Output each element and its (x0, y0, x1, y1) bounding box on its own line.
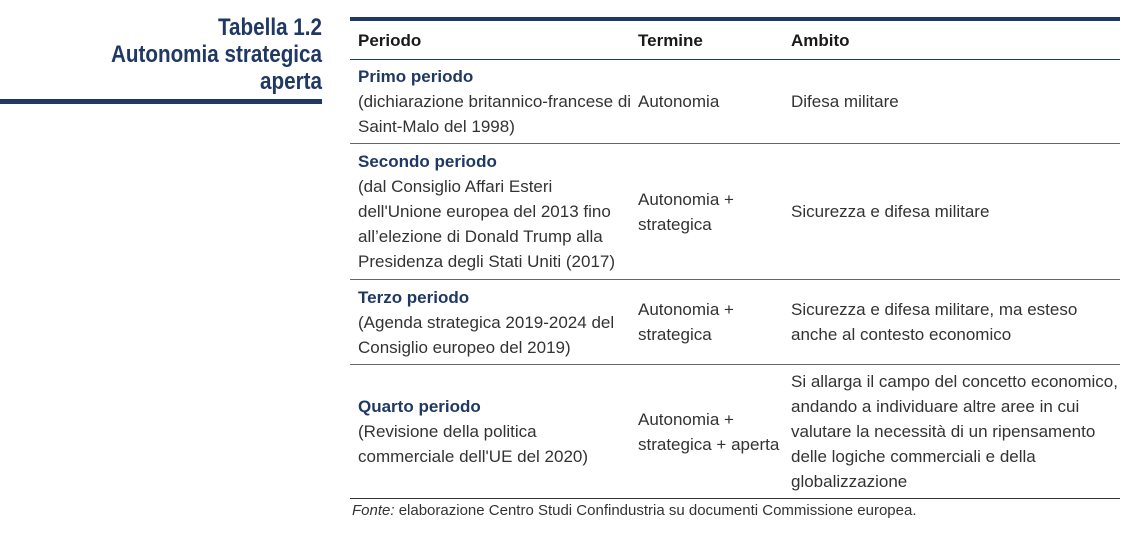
period-cell (350, 365, 636, 499)
period-description: (Revisione della politica commerciale dell'UE del 2020) (358, 422, 589, 466)
source-text: elaborazione Centro Studi Confindustria su documenti Commissione europea. (394, 502, 917, 519)
period-description: (dal Consiglio Affari Esteri dell'Unione europea del 2013 fino all’elezione di Donald Trump alla Presidenza degli Stati Uniti (2017) (358, 177, 616, 271)
period-description: (dichiarazione britannico-francese di Saint-Malo del 1998) (358, 92, 632, 136)
caption-rule (0, 99, 322, 104)
table-container (350, 17, 1120, 499)
table-row (350, 144, 1120, 280)
table-row (350, 60, 1120, 144)
period-cell (350, 60, 636, 144)
ambito-cell: Difesa militare (789, 60, 1120, 144)
ambito-cell: Sicurezza e difesa militare (789, 144, 1120, 280)
period-cell (350, 144, 636, 280)
period-name: Secondo periodo (358, 152, 497, 171)
table-header-row (350, 21, 1120, 60)
table-number: Tabella 1.2 (217, 14, 322, 41)
termine-cell: Autonomia + strategica (636, 280, 789, 365)
header-ambito: Ambito (789, 21, 1120, 60)
periods-table (350, 21, 1120, 499)
termine-cell: Autonomia + strategica (636, 144, 789, 280)
period-name: Quarto periodo (358, 397, 481, 416)
period-name: Primo periodo (358, 67, 474, 86)
ambito-cell: Si allarga il campo del concetto economico, andando a individuare altre aree in cui valutare la necessità di un ripensamento delle logiche commerciali e della globalizzazione (789, 365, 1120, 499)
table-name: Autonomia strategica aperta (110, 41, 322, 95)
termine-cell: Autonomia (636, 60, 789, 144)
termine-cell: Autonomia + strategica + aperta (636, 365, 789, 499)
ambito-cell: Sicurezza e difesa militare, ma esteso anche al contesto economico (789, 280, 1120, 365)
source-note (352, 502, 916, 519)
period-cell (350, 280, 636, 365)
period-description: (Agenda strategica 2019-2024 del Consiglio europeo del 2019) (358, 312, 615, 357)
table-caption (45, 14, 322, 95)
period-name: Terzo periodo (358, 287, 470, 307)
header-termine: Termine (636, 21, 789, 60)
source-label: Fonte: (352, 502, 395, 519)
table-row (350, 365, 1120, 499)
table-row (350, 280, 1120, 365)
header-periodo: Periodo (350, 21, 636, 60)
